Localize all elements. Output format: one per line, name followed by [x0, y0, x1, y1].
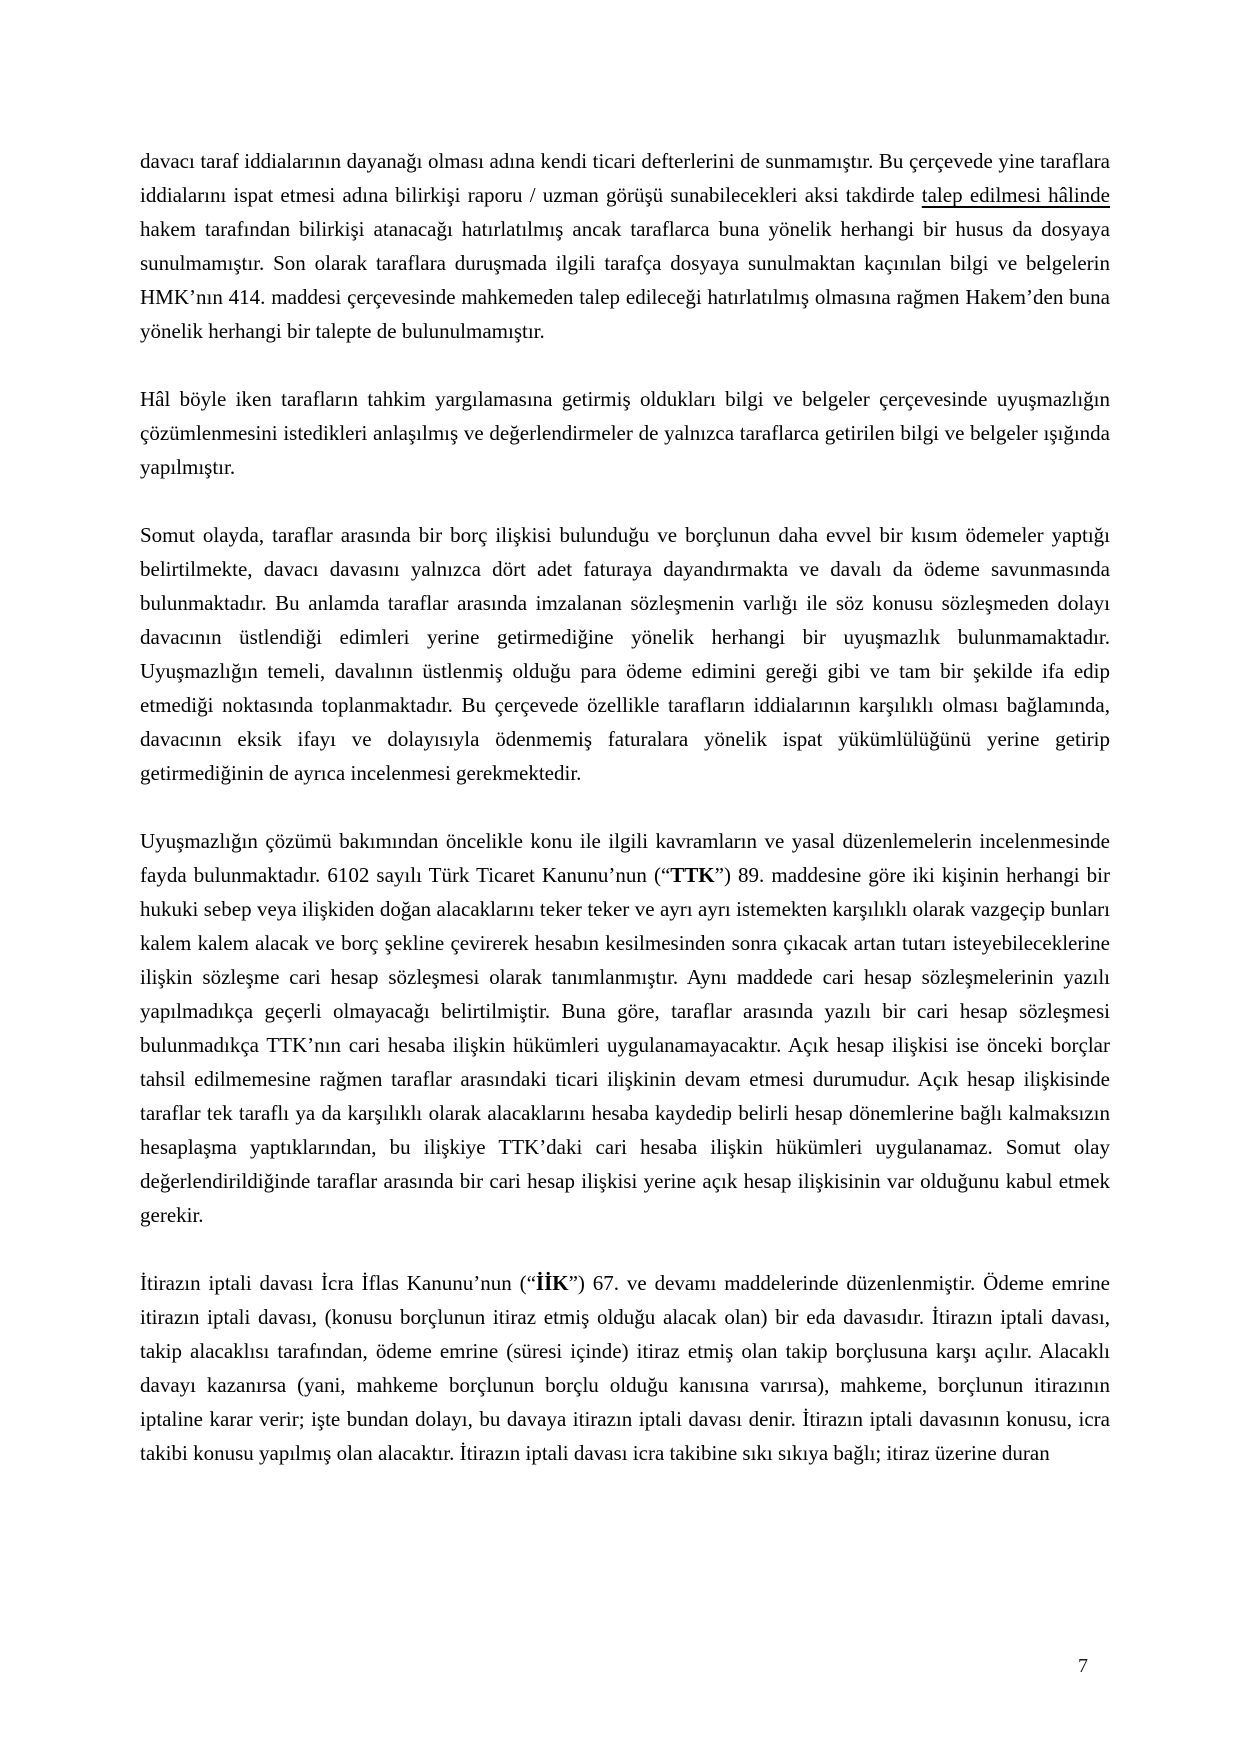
text-run: ”) 89. maddesine göre iki kişinin herhangi bir hukuki sebep veya ilişkiden doğan alacaklarını teker teker ve ayrı ayrı istemekten karşılıklı olarak vazgeçip bunları kalem kalem alacak ve borç şekline çevirerek hesabın kesilmesinden sonra çıkacak artan tutarı isteyebileceklerine ilişkin sözleşme cari hesap sözleşmesi olarak tanımlanmıştır. Aynı maddede cari hesap sözleşmelerinin yazılı yapılmadıkça geçerli olmayacağı belirtilmiştir. Buna göre, taraflar arasında yazılı bir cari hesap sözleşmesi bulunmadıkça TTK’nın cari hesaba ilişkin hükümleri uygulanamayacaktır. Açık hesap ilişkisi ise önceki borçlar tahsil edilmemesine rağmen taraflar arasındaki ticari ilişkinin devam etmesi durumudur. Açık hesap ilişkisinde taraflar tek taraflı ya da karşılıklı olarak alacaklarını hesaba kaydedip belirli hesap dönemlerine bağlı kalmaksızın hesaplaşma yaptıklarından, bu ilişkiye TTK’daki cari hesaba ilişkin hükümleri uygulanamaz. Somut olay değerlendirildiğinde taraflar arasında bir cari hesap ilişkisi yerine açık hesap ilişkisinin var olduğunu kabul etmek gerekir. — [140, 863, 1111, 1227]
text-run: hakem tarafından bilirkişi atanacağı hatırlatılmış ancak taraflarca buna yönelik herhangi bir husus da dosyaya sunulmamıştır. Son olarak taraflara duruşmada ilgili tarafça dosyaya sunulmaktan kaçınılan bilgi ve belgelerin HMK’nın 414. maddesi çerçevesinde mahkemeden talep edileceği hatırlatılmış olmasına rağmen Hakem’den buna yönelik herhangi bir talepte de bulunulmamıştır. — [140, 217, 1110, 343]
text-run: İtirazın iptali davası İcra İflas Kanunu’nun (“ — [140, 1271, 536, 1295]
paragraph — [140, 518, 1110, 790]
text-run-bold: İİK — [535, 1271, 569, 1295]
text-run: Uyuşmazlığın çözümü bakımından öncelikle konu ile ilgili kavramların ve yasal düzenlemelerin incelenmesinde fayda bulunmaktadır. 6102 sayılı Türk Ticaret Kanunu’nun (“ — [140, 829, 1110, 887]
page-number: 7 — [1078, 1655, 1088, 1677]
text-run: ”) 67. ve devamı maddelerinde düzenlenmiştir. Ödeme emrine itirazın iptali davası, (konusu borçlunun itiraz etmiş olduğu alacak olan) bir eda davasıdır. İtirazın iptali davası, takip alacaklısı tarafından, ödeme emrine (süresi içinde) itiraz etmiş olan takip borçlusuna karşı açılır. Alacaklı davayı kazanırsa (yani, mahkeme borçlunun borçlu olduğu kanısına varırsa), mahkeme, borçlunun itirazının iptaline karar verir; işte bundan dolayı, bu davaya itirazın iptali davası denir. İtirazın iptali davasının konusu, icra takibi konusu yapılmış olan alacaktır. İtirazın iptali davası icra takibine sıkı sıkıya bağlı; itiraz üzerine duran — [140, 1271, 1110, 1465]
paragraph — [140, 382, 1110, 484]
paragraph — [140, 144, 1110, 348]
text-run: Somut olayda, taraflar arasında bir borç ilişkisi bulunduğu ve borçlunun daha evvel bir kısım ödemeler yaptığı belirtilmekte, davacı davasını yalnızca dört adet faturaya dayandırmakta ve davalı da ödeme savunmasında bulunmaktadır. Bu anlamda taraflar arasında imzalanan sözleşmenin varlığı ile söz konusu sözleşmeden dolayı davacının üstlendiği edimleri yerine getirmediğine yönelik herhangi bir uyuşmazlık bulunmamaktadır. Uyuşmazlığın temeli, davalının üstlenmiş olduğu para ödeme edimini gereği gibi ve tam bir şekilde ifa edip etmediği noktasında toplanmaktadır. Bu çerçevede özellikle tarafların iddialarının karşılıklı olması bağlamında, davacının eksik ifayı ve dolayısıyla ödenmemiş faturalara yönelik ispat yükümlülüğünü yerine getirip getirmediğinin de ayrıca incelenmesi gerekmektedir. — [140, 523, 1110, 785]
document-body — [140, 144, 1110, 1470]
paragraph — [140, 824, 1110, 1232]
text-run: davacı taraf iddialarının dayanağı olması adına kendi ticari defterlerini de sunmamıştır. Bu çerçevede yine taraflara iddialarını ispat etmesi adına bilirkişi raporu / uzman görüşü sunabilecekleri aksi takdirde — [140, 149, 1110, 207]
text-run: Hâl böyle iken tarafların tahkim yargılamasına getirmiş oldukları bilgi ve belgeler çerçevesinde uyuşmazlığın çözümlenmesini istedikleri anlaşılmış ve değerlendirmeler de yalnızca taraflarca getirilen bilgi ve belgeler ışığında yapılmıştır. — [140, 387, 1110, 479]
text-run-bold: TTK — [670, 863, 715, 887]
text-run-underline: talep edilmesi hâlinde — [921, 183, 1110, 207]
paragraph — [140, 1266, 1110, 1470]
